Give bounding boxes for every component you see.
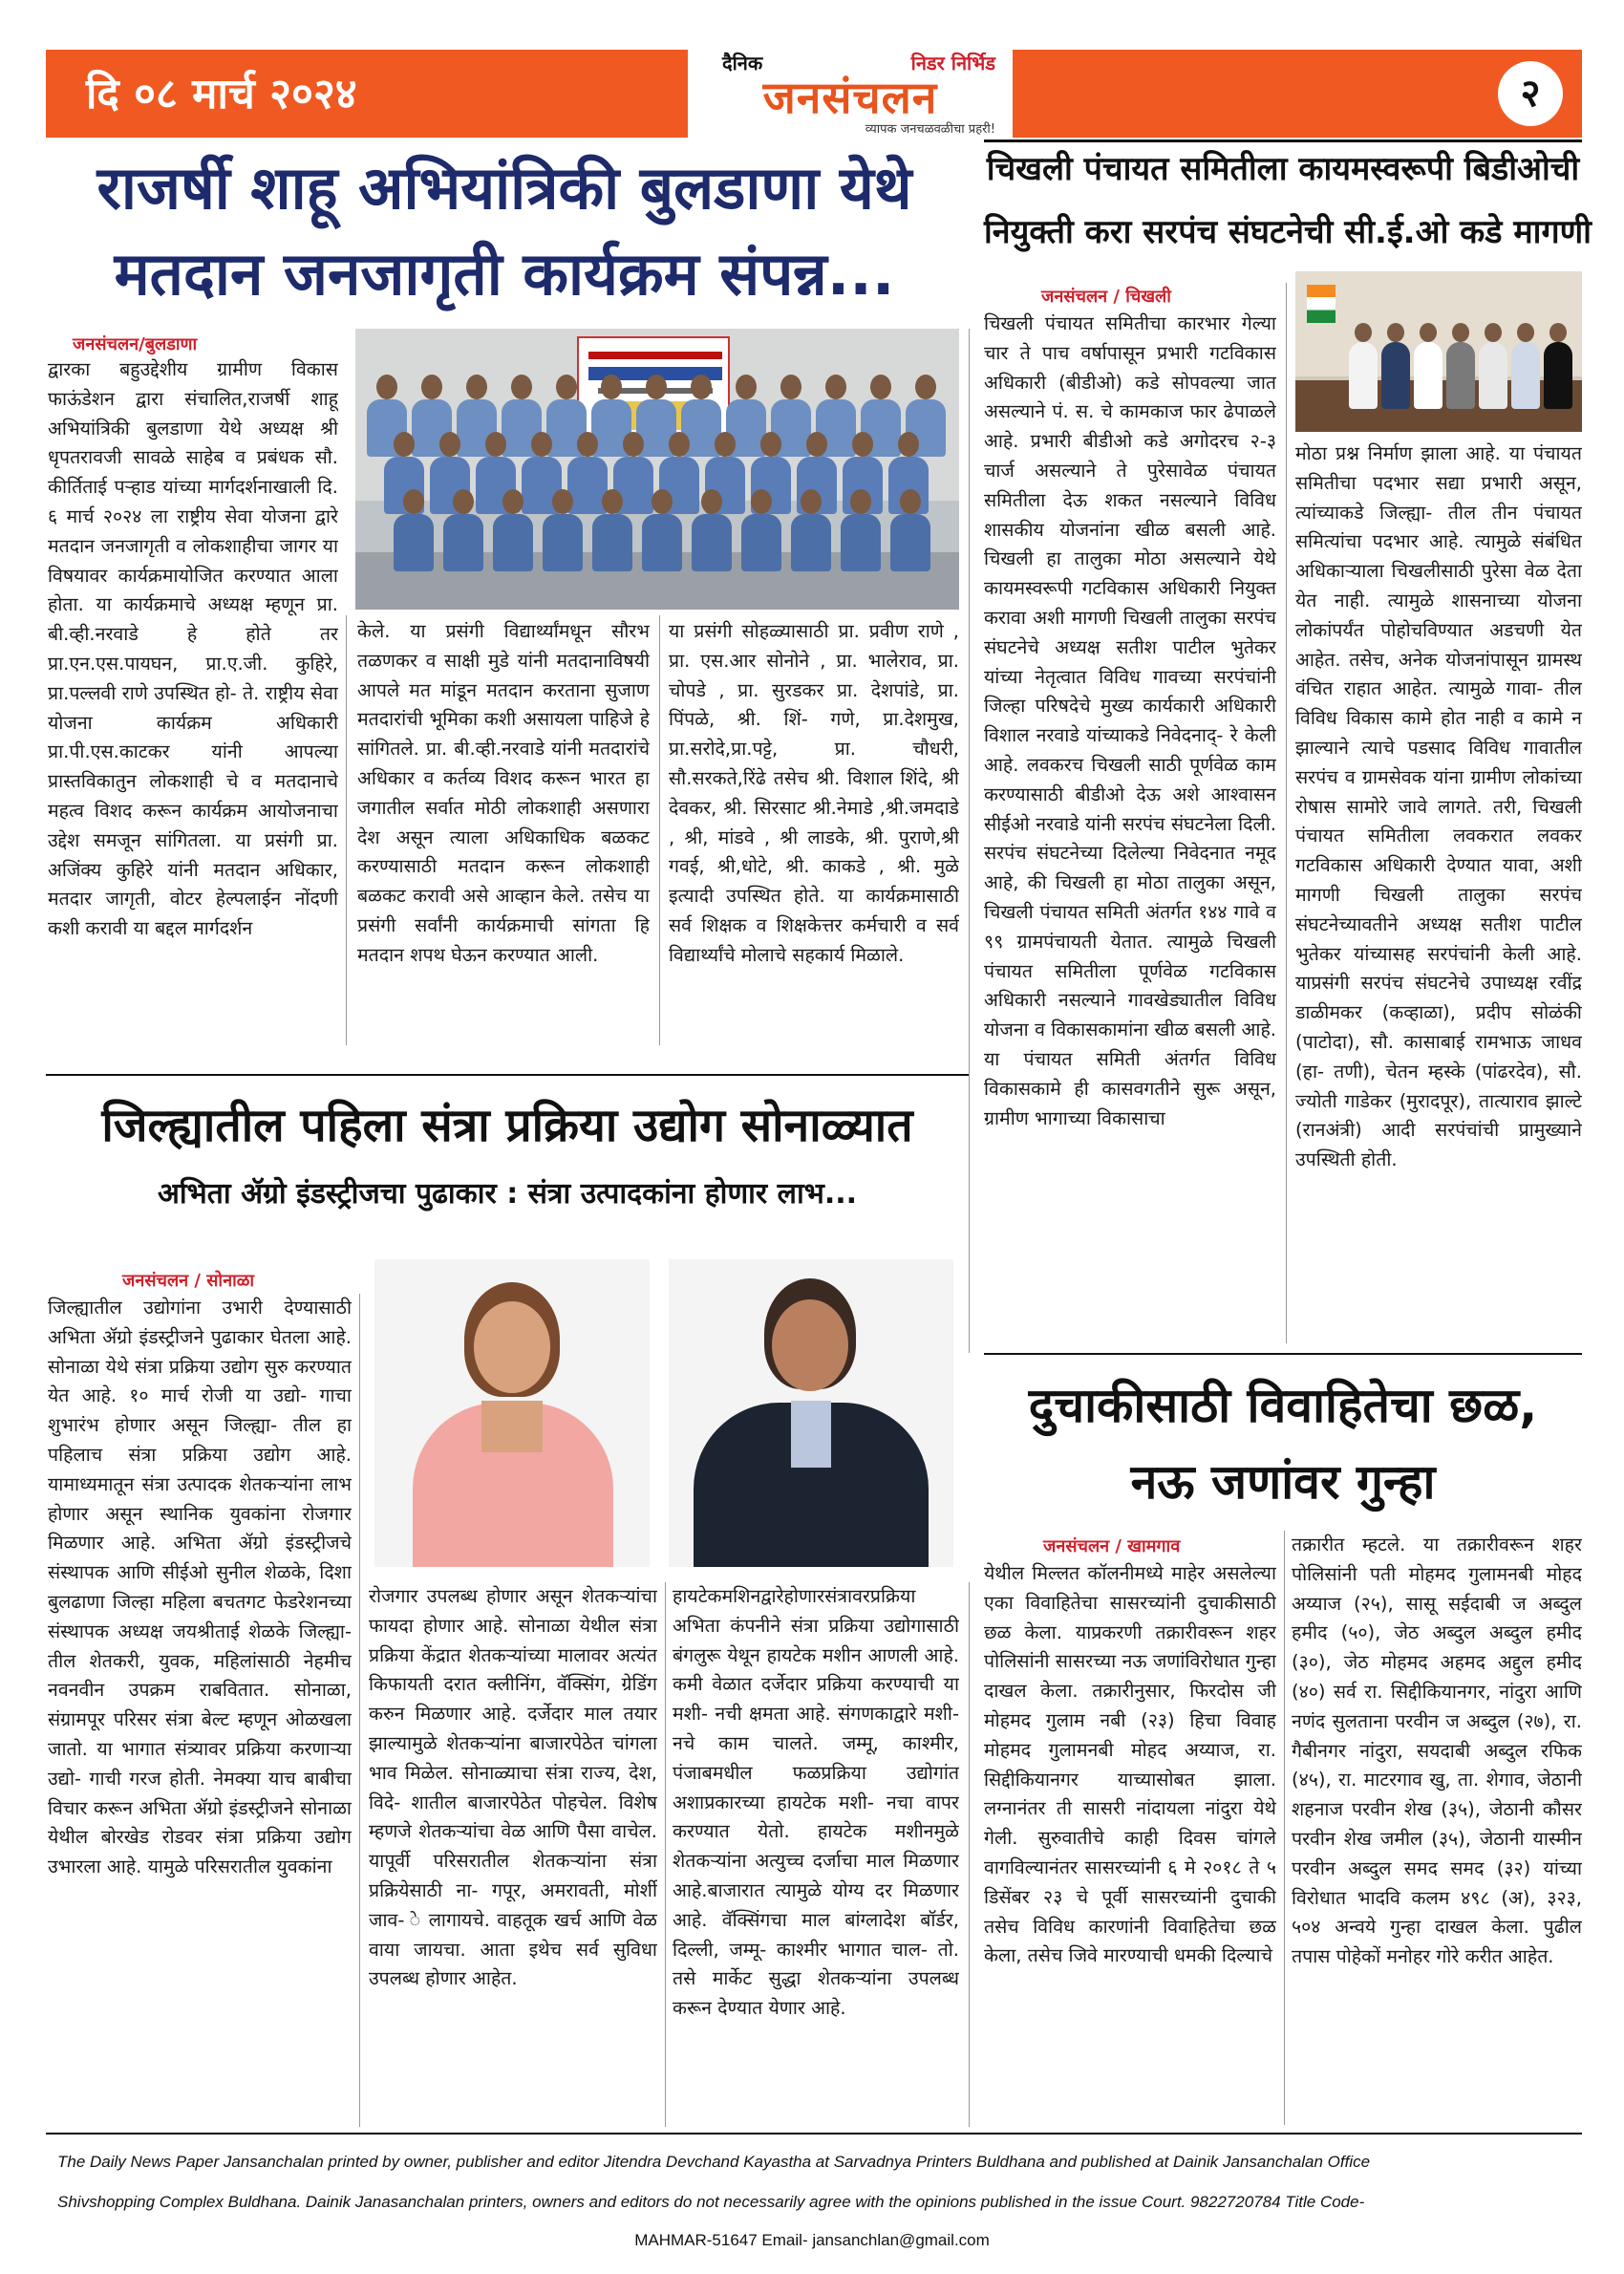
divider-santra-top [46,1074,969,1076]
dowry-headline-2: नऊ जणांवर गुन्हा [1130,1454,1436,1510]
dowry-byline: जनसंचलन / खामगाव [1043,1536,1181,1556]
nss-group-photo [355,329,959,610]
logo-name: जनसंचलन [762,72,938,123]
dowry-col-2: तक्रारीत म्हटले. या तक्रारीवरून शहर पोलिसांनी पती मोहमद गुलामनबी मोहद अय्याज (२५), सासू सईदाबी ज अब्दुल हमीद (५०), जेठ अब्दुल अब्दुल हमीद (३०), जेठ मोहमद अहमद अद्दुल हमीद (४०) सर्व रा. सिद्दीकियानगर, नांदुरा आणि नणंद सुलताना परवीन ज अब्दुल (२७), रा. गैबीनगर नांदुरा, सयदाबी अब्दुल रफिक (४५), रा. माटरगाव खु, ता. शेगाव, जेठानी शहनाज परवीन शेख (३५), जेठानी कौसर परवीन शेख जमील (३५), जेठानी यास्मीन परवीन अब्दुल समद समद (३२) यांच्या विरोधात भादवि कलम ४९८ (अ), ३२३, ५०४ अन्वये गुन्हा दाखल केला. पुढील तपास पोहेकों मनोहर गोरे करीत आहेत. [1292,1534,1582,1968]
dowry-headline-1: दुचाकीसाठी विवाहितेचा छळ, [1028,1378,1538,1433]
divider-chikhli-top [984,139,1582,142]
santra-col-3: हायटेकमशिनद्वारेहोणारसंत्रावरप्रक्रिया अभिता कंपनीने संत्रा प्रक्रिया उद्योगासाठी बंगलुरू येथून हायटेक मशीन आणली आहे. कमी वेळात दर्जेदार प्रक्रिया करण्याची या मशी- नची क्षमता आहे. संगणकाद्वारे मशी- नचे काम चालते. जम्मू, काश्मीर, पंजाबमधील फळप्रक्रिया उद्योगांत अशाप्रकारच्या हायटेक मशी- नचा वापर करण्यात येतो. हायटेक मशीनमुळे शेतकऱ्यांना अत्युच्च दर्जाचा माल मिळणार आहे.बाजारात त्यामुळे योग्य दर मिळणार आहे. वॅक्सिंगचा माल बांग्लादेश बॉर्डर, दिल्ली, जम्मू- काश्मीर भागात चाल- तो. तसे मार्केट सुद्धा शेतकऱ्यांना उपलब्ध करून देण्यात येणार आहे. [673,1585,959,2020]
divider-shahu-col2 [659,615,660,1045]
shahu-col-1: द्वारका बहुउद्देशीय ग्रामीण विकास फाऊंडेशन द्वारा संचालित,राजर्षी शाहू अभियांत्रिकी बुलडाणा येथे अध्यक्ष श्री धृपतरावजी सावळे साहेब व प्रबंधक सौ. कीर्तिताई पऱ्हाड यांच्या मार्गदर्शनाखाली दि. ६ मार्च २०२४ ला राष्ट्रीय सेवा योजना द्वारे मतदान जनजागृती व लोकशाहीचा जागर या विषयावर कार्यक्रमायोजित करण्यात आला होता. या कार्यक्रमाचे अध्यक्ष म्हणून प्रा. बी.व्ही.नरवाडे हे होते तर प्रा.एन.एस.पायघन, प्रा.ए.जी. कुहिरे, प्रा.पल्लवी राणे उपस्थित हो- ते. राष्ट्रीय सेवा योजना कार्यक्रम अधिकारी प्रा.पी.एस.काटकर यांनी आपल्या प्रास्तविकातुन लोकशाही चे व मतदानाचे महत्व विशद करून कार्यक्रम आयोजनाचा उद्देश समजून सांगितला. या प्रसंगी प्रा. अजिंक्य कुहिरे यांनी मतदान अधिकार, मतदार जागृती, वोटर हेल्पलाईन नोंदणी कशी करावी या बद्दल मार्गदर्शन [48,358,338,940]
chikhli-col-1: चिखली पंचायत समितीचा कारभार गेल्या चार ते पाच वर्षापासून प्रभारी गटविकास अधिकारी (बीडीओ) कडे सोपवल्या जात असल्याने पं. स. चे कामकाज फार ढेपाळले आहे. प्रभारी बीडीओ कडे अगोदरच २-३ चार्ज असल्याने ते पुरेसावेळ पंचायत समितीला देऊ शकत नसल्याने विविध शासकीय योजनांना खीळ बसली आहे. चिखली हा तालुका मोठा असल्याने येथे कायमस्वरूपी गटविकास अधिकारी नियुक्त करावा अशी मागणी चिखली तालुका सरपंच संघटनेचे अध्यक्ष सतीश पाटील भुतेकर यांच्या नेतृत्वात विविध गावच्या सरपंचांनी जिल्हा परिषदेचे मुख्य कार्यकारी अधिकारी विशाल नरवाडे यांच्याकडे निवेदनाद्- रे केली आहे. लवकरच चिखली साठी पूर्णवेळ काम करण्यासाठी बीडीओ देऊ अशे आश्वासन सीईओ नरवाडे यांनी सरपंच संघटनेला दिली. सरपंच संघटनेच्या दिलेल्या निवेदनात नमूद आहे, की चिखली हा मोठा तालुका असून, चिखली पंचायत समिती अंतर्गत १४४ गावे व ९९ ग्रामपंचायती येतात. त्यामुळे चिखली पंचायत समितीला पूर्णवेळ गटविकास अधिकारी नसल्याने गावखेड्यातील विविध योजना व विकासकामांना खीळ बसली आहे. या पंचायत समिती अंतर्गत विविध विकासकामे ही कासवगतीने सुरू असून, ग्रामीण भागाच्या विकासाचा [984,312,1276,1129]
logo-tag: व्यापक जनचळवळीचा प्रहरी! [865,122,995,137]
santra-byline: जनसंचलन / सोनाळा [122,1271,255,1291]
dowry-col-1: येथील मिल्लत कॉलनीमध्ये माहेर असलेल्या एका विवाहितेचा सासरच्यांनी दुचाकीसाठी छळ केला. याप्रकरणी तक्रारीवरून शहर पोलिसांनी सासरच्या नऊ जणांविरोधात गुन्हा दाखल केला. तक्रारीनुसार, फिरदोस जी मोहमद गुलाम नबी (२३) हिचा विवाह मोहमद गुलामनबी मोहद अय्याज, रा. सिद्दीकियानगर याच्यासोबत झाला. लग्नानंतर ती सासरी नांदायला नांदुरा येथे गेली. सुरुवातीचे काही दिवस चांगले वागविल्यानंतर सासरच्यांनी ६ मे २०१८ ते ५ डिसेंबर २३ चे पूर्वी सासरच्यांनी दुचाकी तसेच विविध कारणांनी विवाहितेचा छळ केला, तसेच जिवे मारण्याची धमकी दिल्याचे [984,1562,1276,1967]
santra-col-1: जिल्ह्यातील उद्योगांना उभारी देण्यासाठी अभिता ॲग्रो इंडस्ट्रीजने पुढाकार घेतला आहे. सोनाळा येथे संत्रा प्रक्रिया उद्योग सुरु करण्यात येत आहे. १० मार्च रोजी या उद्यो- गाचा शुभारंभ होणार असून जिल्ह्या- तील हा पहिलाच संत्रा प्रक्रिया उद्योग आहे. यामाध्यमातून संत्रा उत्पादक शेतकऱ्यांना लाभ होणार असून स्थानिक युवकांना रोजगार मिळणार आहे. अभिता ॲग्रो इंडस्ट्रीजचे संस्थापक आणि सीईओ सुनील शेळके, दिशा बुलढाणा जिल्हा महिला बचतगट फेडरेशनच्या संस्थापक अध्यक्ष जयश्रीताई शेळके जिल्ह्या- तील शेतकरी, युवक, महिलांसाठी नेहमीच नवनवीन उपक्रम राबवितात. सोनाळा, संग्रामपूर परिसर संत्रा बेल्ट म्हणून ओळखला जातो. या भागात संत्र्यावर प्रक्रिया करणाऱ्या उद्यो- गाची गरज होती. नेमक्या याच बाबीचा विचार करून अभिता ॲग्रो इंडस्ट्रीजने सोनाळा येथील बोरखेड रोडवर संत्रा प्रक्रिया उद्योग उभारला आहे. यामुळे परिसरातील युवकांना [48,1297,352,1878]
santra-col-2: रोजगार उपलब्ध होणार असून शेतकऱ्यांचा फायदा होणार आहे. सोनाळा येथील संत्रा प्रक्रिया केंद्रात शेतकऱ्यांच्या मालावर अत्यंत किफायती दरात क्लीनिंग, वॅक्सिंग, ग्रेडिंग करुन मिळणार आहे. दर्जेदार माल तयार झाल्यामुळे शेतकऱ्यांना बाजारपेठेत चांगला भाव मिळेल. सोनाळ्याचा संत्रा राज्य, देश, विदे- शातील बाजारपेठेत पोहचेल. विशेष म्हणजे शेतकऱ्यांचा वेळ आणि पैसा वाचेल. यापूर्वी परिसरातील शेतकऱ्यांना संत्रा प्रक्रियेसाठी ना- गपूर, अमरावती, मोर्शी जाव- े लागायचे. वाहतूक खर्च आणि वेळ वाया जायचा. आता इथेच सर्व सुविधा उपलब्ध होणार आहेत. [369,1585,657,1990]
santra-headline-2: अभिता ॲग्रो इंडस्ट्रीजचा पुढाकार : संत्रा उत्पादकांना होणार लाभ... [157,1177,858,1211]
newspaper-logo [688,46,1013,141]
santra-headline-1: जिल्ह्यातील पहिला संत्रा प्रक्रिया उद्योग सोनाळ्यात [101,1099,913,1152]
page-number: २ [1498,61,1563,126]
bdo-meeting-photo [1295,271,1582,432]
divider-santra-col2 [665,1582,666,2127]
woman-portrait-photo [374,1259,650,1567]
divider-dowry-col [1284,1531,1285,2125]
man-portrait-photo [669,1259,953,1567]
divider-chikhli-col [1286,283,1287,1343]
divider-vertical-main [969,329,970,1353]
masthead [46,50,1582,138]
logo-daily: दैनिक [722,52,763,75]
shahu-headline-1: राजर्षी शाहू अभियांत्रिकी बुलडाणा येथे [96,153,912,223]
divider-shahu-col [346,615,347,1045]
logo-tagline-right: निडर निर्भिड [910,52,995,75]
chikhli-col-2: मोठा प्रश्न निर्माण झाला आहे. या पंचायत समितीचा पदभार सद्या प्रभारी असून, त्यांच्याकडे जिल्ह्या- तील तीन पंचायत समित्यांचा पदभार आहे. त्यामुळे संबंधित अधिकाऱ्याला चिखलीसाठी पुरेसा वेळ देता येत नाही. त्यामुळे शासनाच्या योजना लोकांपर्यंत पोहोचविण्यात अडचणी येत आहेत. तसेच, अनेक योजनांपासून ग्रामस्थ वंचित राहात आहेत. त्यामुळे गावा- तील विविध विकास कामे होत नाही व कामे न झाल्याने त्याचे पडसाद विविध गावातील सरपंच व ग्रामसेवक यांना ग्रामीण लोकांच्या रोषास सामोरे जावे लागते. तरी, चिखली पंचायत समितीला लवकरात लवकर गटविकास अधिकारी देण्यात यावा, अशी मागणी चिखली तालुका सरपंच संघटनेच्यावतीने अध्यक्ष सतीश पाटील भुतेकर यांच्यासह सरपंचांनी केली आहे. याप्रसंगी सरपंच संघटनेचे उपाध्यक्ष रवींद्र डाळीमकर (कव्हाळा), प्रदीप सोळंकी (पाटोदा), सौ. कासाबाई रामभाऊ जाधव (हा- तणी), चेतन म्हस्के (पांढरदेव), सौ. ज्योती गाडेकर (मुरादपूर), तात्याराव झाल्टे (रानअंत्री) आदी सरपंचांची प्रामुख्याने उपस्थिती होती. [1295,442,1582,1171]
shahu-col-2: केले. या प्रसंगी विद्यार्थ्यांमधून सौरभ तळणकर व साक्षी मुडे यांनी मतदानाविषयी आपले मत मांडून मतदान करताना सुजाण मतदारांची भूमिका कशी असायला पाहिजे हे सांगितले. प्रा. बी.व्ही.नरवाडे यांनी मतदारांचे अधिकार व कर्तव्य विशद करून भारत हा जगातील सर्वात मोठी लोकशाही असणारा देश असून त्याला अधिकाधिक बळकट करण्यासाठी मतदान करून लोकशाही बळकट करावी असे आव्हान केले. तसेच या प्रसंगी सर्वांनी कार्यक्रमाची सांगता हि मतदान शपथ घेऊन करण्यात आली. [357,620,650,966]
chikhli-headline-2: नियुक्ती करा सरपंच संघटनेची सी.ई.ओ कडे मागणी [984,213,1592,251]
footer-line-1: The Daily News Paper Jansanchalan printed by owner, publisher and editor Jitendra Devchand Kayastha at Sarvadnya Printers Buldhana and published at Dainik Jansanchalan Office [57,2153,1371,2171]
chikhli-headline-1: चिखली पंचायत समितीला कायमस्वरूपी बिडीओची [986,150,1580,188]
divider-vertical-lower [969,1582,970,2127]
divider-santra-col [359,1294,360,2127]
shahu-headline-2: मतदान जनजागृती कार्यक्रम संपन्न... [114,239,895,309]
footer-line-3: MAHMAR-51647 Email- jansanchlan@gmail.com [634,2231,990,2249]
footer-line-2: Shivshopping Complex Buldhana. Dainik Janasanchalan printers, owners and editors do not necessarily agree with the opinions published in the issue Court. 9822720784 Title Code- [57,2193,1365,2211]
issue-date: दि ०८ मार्च २०२४ [86,70,357,118]
chikhli-byline: जनसंचलन / चिखली [1041,287,1171,307]
shahu-byline: जनसंचलन/बुलडाणा [73,334,198,354]
footer-rule [46,2133,1582,2135]
divider-dowry-top [984,1353,1582,1355]
shahu-col-3: या प्रसंगी सोहळ्यासाठी प्रा. प्रवीण राणे , प्रा. एस.आर सोनोने , प्रा. भालेराव, प्रा. चोपडे , प्रा. सुरडकर प्रा. देशपांडे, प्रा. पिंपळे, श्री. शिं- गणे, प्रा.देशमुख, प्रा.सरोदे,प्रा.पट्टे, प्रा. चौधरी, सौ.सरकते,रिंढे तसेच श्री. विशाल शिंदे, श्री देवकर, श्री. सिरसाट श्री.नेमाडे ,श्री.जमदाडे , श्री, मांडवे , श्री लाडके, श्री. पुराणे,श्री गवई, श्री,धोटे, श्री. काकडे , श्री. मुळे इत्यादी उपस्थित होते. या कार्यक्रमासाठी सर्व शिक्षक व शिक्षकेत्तर कर्मचारी व सर्व विद्यार्थ्यांचे मोलाचे सहकार्य मिळाले. [669,620,959,966]
